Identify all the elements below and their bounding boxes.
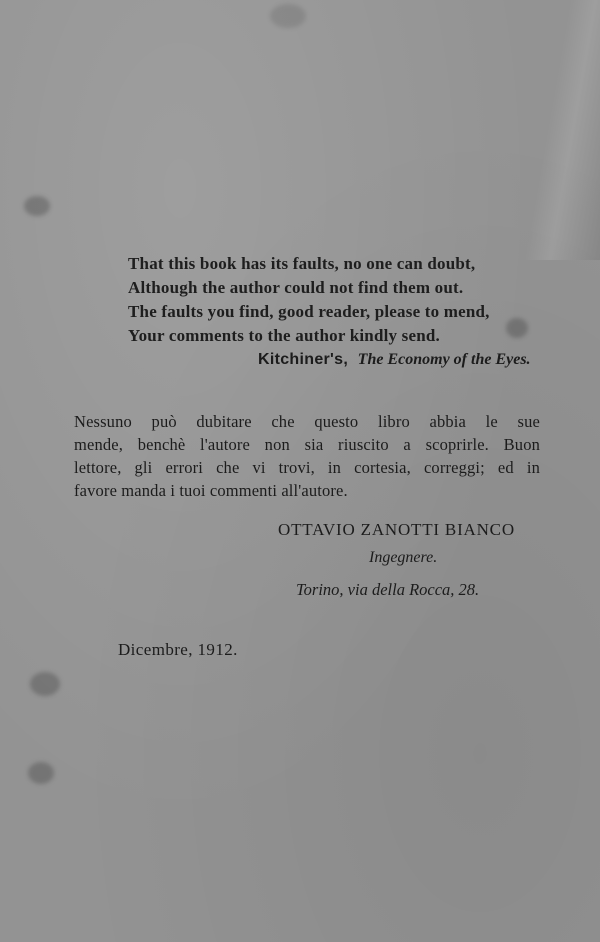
italian-note [74, 410, 540, 502]
page-speck [506, 318, 528, 338]
date-line: Dicembre, 1912. [118, 640, 238, 659]
epigraph-line: Although the author could not find them out. [128, 278, 464, 297]
italian-note-line: lettore, gli errori che vi trovi, in cortesia, correggi; ed in [74, 458, 540, 477]
epigraph-attribution [258, 349, 531, 369]
epigraph-poem [128, 252, 490, 348]
page-speck [30, 672, 60, 696]
attribution-title: The Economy of the Eyes. [357, 351, 531, 368]
page-fold-shadow [520, 0, 600, 260]
italian-note-line: mende, benchè l'autore non sia riuscito a scoprirle. Buon [74, 435, 540, 454]
page-speck [270, 4, 306, 28]
signature-name: OTTAVIO ZANOTTI BIANCO [278, 520, 515, 539]
italian-note-line: Nessuno può dubitare che questo libro abbia le sue [74, 412, 540, 431]
signature-role: Ingegnere. [369, 549, 438, 566]
epigraph-line: Your comments to the author kindly send. [128, 326, 440, 345]
page-speck [24, 196, 50, 216]
italian-note-line: favore manda i tuoi commenti all'autore. [74, 481, 348, 500]
epigraph-line: That this book has its faults, no one can doubt, [128, 254, 476, 273]
attribution-author: Kitchiner's, [258, 351, 349, 368]
epigraph-line: The faults you find, good reader, please to mend, [128, 302, 490, 321]
page-speck [28, 762, 54, 784]
signature-place: Torino, via della Rocca, 28. [296, 580, 480, 599]
